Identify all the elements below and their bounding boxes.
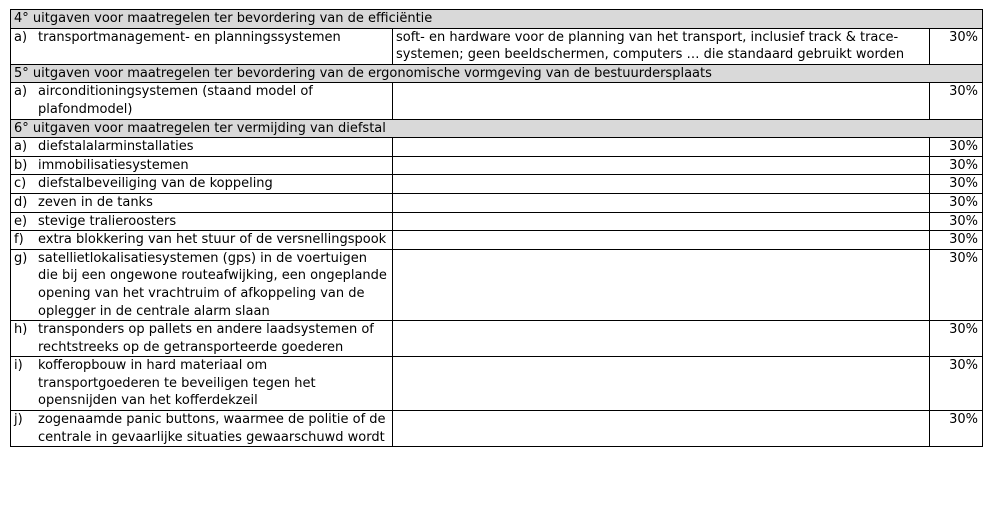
item-cell (11, 156, 393, 175)
percentage-cell: 30% (930, 212, 983, 231)
measures-table-body (11, 10, 983, 447)
percentage-cell: 30% (930, 83, 983, 119)
table-row (11, 231, 983, 250)
section-title: 6° uitgaven voor maatregelen ter vermijding van diefstal (11, 119, 983, 138)
item-letter: c) (14, 176, 27, 192)
item-letter: g) (14, 250, 28, 266)
item-letter: e) (14, 213, 28, 229)
percentage-cell: 30% (930, 156, 983, 175)
item-description: kofferopbouw in hard materiaal om transportgoederen te beveiligen tegen het opensnijden van het kofferdekzeil (38, 358, 316, 409)
item-description: zeven in de tanks (38, 194, 153, 210)
item-cell (11, 249, 393, 320)
table-row (11, 212, 983, 231)
note-cell (393, 156, 930, 175)
percentage-cell: 30% (930, 321, 983, 357)
percentage-cell: 30% (930, 231, 983, 250)
item-cell (11, 193, 393, 212)
item-cell (11, 321, 393, 357)
table-row (11, 321, 983, 357)
table-row (11, 28, 983, 64)
percentage-cell: 30% (930, 357, 983, 411)
item-cell (11, 212, 393, 231)
percentage-cell: 30% (930, 249, 983, 320)
table-row (11, 83, 983, 119)
section-title: 5° uitgaven voor maatregelen ter bevordering van de ergonomische vormgeving van de bestuurdersplaats (11, 64, 983, 83)
section-header-row (11, 64, 983, 83)
percentage-cell: 30% (930, 411, 983, 447)
table-row (11, 411, 983, 447)
item-letter: i) (14, 358, 23, 374)
percentage-cell: 30% (930, 175, 983, 194)
item-cell (11, 357, 393, 411)
note-cell (393, 357, 930, 411)
item-letter: a) (14, 84, 28, 100)
item-letter: a) (14, 29, 28, 45)
table-row (11, 175, 983, 194)
item-letter: f) (14, 232, 24, 248)
note-cell (393, 249, 930, 320)
table-row (11, 357, 983, 411)
section-header-row (11, 119, 983, 138)
item-description: stevige tralieroosters (38, 213, 177, 229)
note-cell (393, 231, 930, 250)
item-cell (11, 231, 393, 250)
item-letter: h) (14, 322, 28, 338)
item-letter: a) (14, 139, 28, 155)
percentage-cell: 30% (930, 28, 983, 64)
item-description: transportmanagement- en planningssystemen (38, 29, 341, 45)
section-header-row (11, 10, 983, 29)
item-letter: d) (14, 194, 28, 210)
item-cell (11, 411, 393, 447)
table-row (11, 193, 983, 212)
item-cell (11, 28, 393, 64)
note-cell (393, 138, 930, 157)
measures-table (10, 9, 983, 447)
note-cell (393, 212, 930, 231)
item-description: extra blokkering van het stuur of de versnellingspook (38, 232, 387, 248)
percentage-cell: 30% (930, 138, 983, 157)
item-letter: j) (14, 412, 23, 428)
item-description: diefstalalarminstallaties (38, 139, 194, 155)
item-description: satellietlokalisatiesystemen (gps) in de voertuigen die bij een ongewone routeafwijking, een ongeplande opening van het vrachtruim of afkoppeling van de oplegger in de centrale alarm slaan (38, 250, 387, 319)
note-cell (393, 321, 930, 357)
note-cell (393, 175, 930, 194)
item-cell (11, 175, 393, 194)
note-cell (393, 193, 930, 212)
item-description: diefstalbeveiliging van de koppeling (38, 176, 273, 192)
item-description: zogenaamde panic buttons, waarmee de politie of de centrale in gevaarlijke situaties gewaarschuwd wordt (38, 412, 386, 445)
note-cell (393, 411, 930, 447)
item-description: transponders op pallets en andere laadsystemen of rechtstreeks op de getransporteerde goederen (38, 322, 374, 355)
item-description: immobilisatiesystemen (38, 157, 189, 173)
item-description: airconditioningsystemen (staand model of plafondmodel) (38, 84, 313, 117)
section-title: 4° uitgaven voor maatregelen ter bevordering van de efficiëntie (11, 10, 983, 29)
note-cell (393, 83, 930, 119)
item-letter: b) (14, 157, 28, 173)
table-row (11, 138, 983, 157)
note-cell: soft- en hardware voor de planning van het transport, inclusief track & trace-systemen; geen beeldschermen, computers … die standaard gebruikt worden (393, 28, 930, 64)
table-row (11, 156, 983, 175)
item-cell (11, 138, 393, 157)
percentage-cell: 30% (930, 193, 983, 212)
item-cell (11, 83, 393, 119)
table-row (11, 249, 983, 320)
